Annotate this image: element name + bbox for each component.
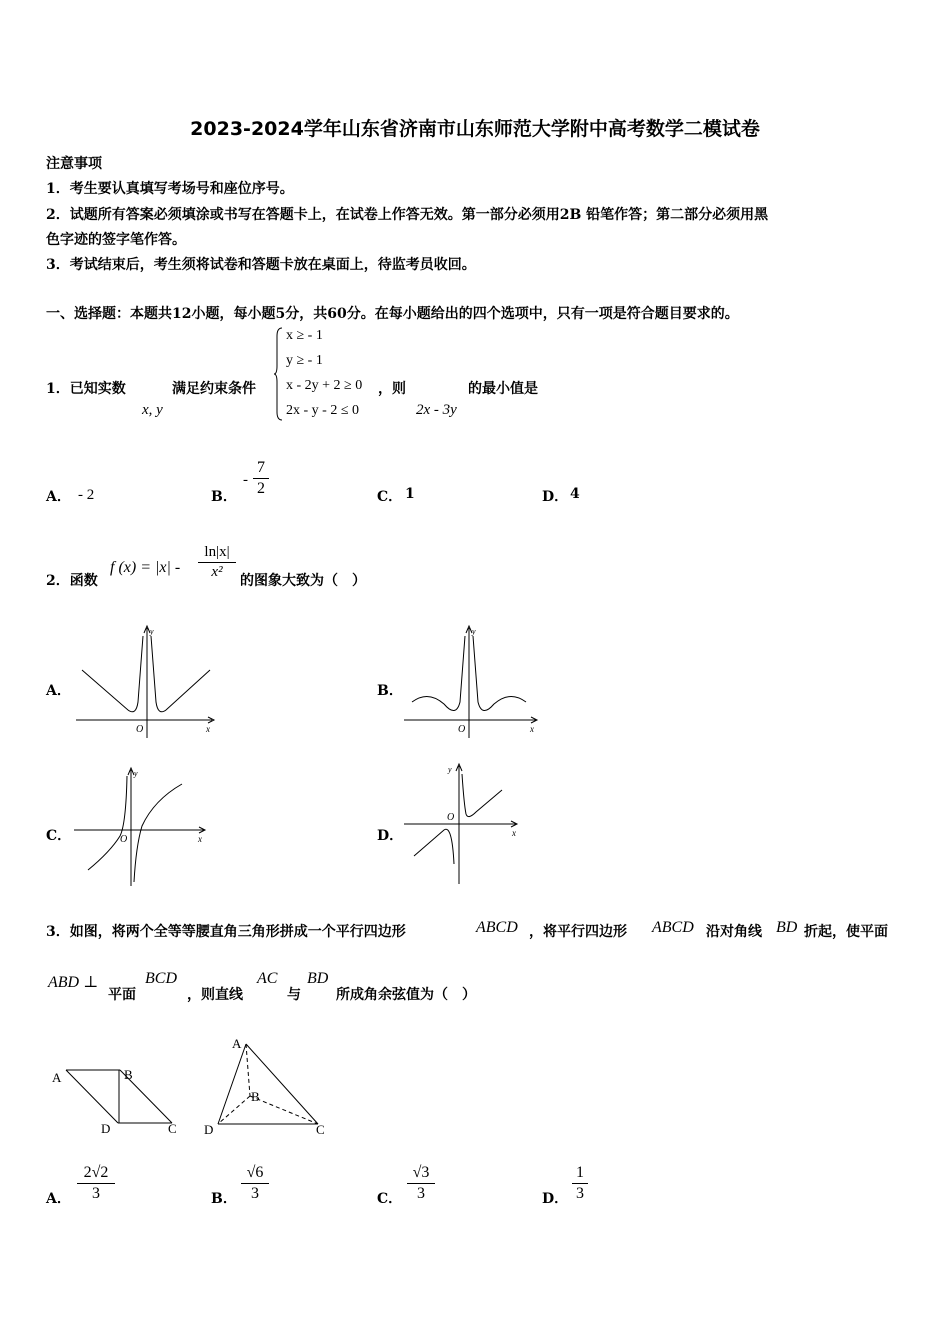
q2-graph-b[interactable] bbox=[400, 622, 550, 742]
q3-option-b-numerator: √6 bbox=[246, 1164, 264, 1181]
axis-y-label: y bbox=[448, 765, 452, 774]
q3-bcd: BCD bbox=[145, 970, 177, 987]
notice-heading: 注意事项 bbox=[46, 156, 102, 172]
q3-option-c-numerator: √3 bbox=[412, 1164, 430, 1181]
axis-x-label: x bbox=[530, 724, 534, 734]
fig2-label-d: D bbox=[204, 1122, 214, 1137]
q2-graph-a[interactable] bbox=[70, 622, 220, 742]
origin-label: O bbox=[120, 834, 128, 845]
q1-option-b-label[interactable]: B． bbox=[211, 489, 237, 505]
fig1-label-d: D bbox=[101, 1121, 111, 1136]
origin-label: O bbox=[447, 812, 455, 823]
q3-option-d-fraction bbox=[572, 1164, 588, 1204]
q3-text-1: 3．如图，将两个全等等腰直角三角形拼成一个平行四边形 bbox=[46, 924, 406, 940]
q3-option-b-denominator: 3 bbox=[251, 1185, 259, 1203]
q3-abcd-2: ABCD bbox=[652, 919, 694, 936]
q1-expression: 2x - 3y bbox=[416, 402, 457, 418]
q1-text-2: 满足约束条件 bbox=[172, 381, 256, 397]
q1-constraint-4: 2x - y - 2 ≤ 0 bbox=[286, 403, 360, 418]
q1-option-d-label[interactable]: D． bbox=[542, 489, 569, 505]
q1-text-4: 的最小值是 bbox=[468, 381, 538, 397]
q3-option-a-label[interactable]: A． bbox=[46, 1191, 71, 1207]
q3-abd-perp: ABD ⊥ bbox=[48, 974, 99, 991]
q3-text-6: ，则直线 bbox=[187, 987, 243, 1003]
q2-text-2: 的图象大致为（ ） bbox=[240, 573, 366, 589]
fig2-label-c: C bbox=[316, 1122, 325, 1137]
q3-text-7: 与 bbox=[287, 987, 301, 1003]
q3-option-c-label[interactable]: C． bbox=[377, 1191, 403, 1207]
q3-option-d-numerator: 1 bbox=[576, 1164, 584, 1181]
q1-constraint-3: x - 2y + 2 ≥ 0 bbox=[286, 378, 363, 393]
fig2-label-a: A bbox=[232, 1036, 242, 1051]
notice-item-3: 3．考试结束后，考生须将试卷和答题卡放在桌面上，待监考员收回。 bbox=[46, 257, 476, 273]
q1-vars: x, y bbox=[142, 402, 163, 418]
axis-x-label: x bbox=[206, 724, 210, 734]
q3-bd-2: BD bbox=[307, 970, 329, 987]
axis-y-label: y bbox=[134, 769, 138, 778]
q1-constraint-1: x ≥ - 1 bbox=[286, 328, 323, 343]
q2-formula-fraction bbox=[198, 544, 236, 582]
axis-x-label: x bbox=[512, 828, 516, 838]
q2-formula-left: f (x) = |x| - bbox=[110, 559, 181, 576]
q3-option-b-label[interactable]: B． bbox=[211, 1191, 237, 1207]
q1-option-c-value: 1 bbox=[405, 486, 415, 502]
q3-text-5: 平面 bbox=[108, 987, 136, 1003]
q3-option-c-fraction bbox=[407, 1164, 435, 1204]
q1-text-3: ，则 bbox=[378, 381, 406, 397]
q3-figure-tetrahedron bbox=[200, 1032, 335, 1140]
q1-option-b-denominator: 2 bbox=[257, 480, 265, 498]
q1-constraint-2: y ≥ - 1 bbox=[286, 353, 323, 368]
notice-item-2: 2．试题所有答案必须填涂或书写在答题卡上，在试卷上作答无效。第一部分必须用2B 铅笔作答；第二部分必须用黑 bbox=[46, 207, 769, 223]
axis-y-label: y bbox=[472, 627, 476, 636]
q1-option-a-value: - 2 bbox=[78, 487, 95, 503]
q2-option-a-label[interactable]: A． bbox=[46, 683, 71, 699]
q1-option-b-sign: - bbox=[243, 472, 248, 488]
notice-item-2-cont: 色字迹的签字笔作答。 bbox=[46, 232, 186, 248]
q3-option-c-denominator: 3 bbox=[417, 1185, 425, 1203]
q1-text-1: 1．已知实数 bbox=[46, 381, 126, 397]
q2-graph-d[interactable] bbox=[400, 760, 550, 890]
fig1-label-a: A bbox=[52, 1070, 62, 1085]
q1-option-b-numerator: 7 bbox=[257, 459, 265, 476]
fig1-label-c: C bbox=[168, 1121, 177, 1136]
q3-ac: AC bbox=[257, 970, 278, 987]
q2-formula-denominator: x² bbox=[211, 564, 223, 581]
axis-x-label: x bbox=[198, 834, 202, 844]
q3-option-d-label[interactable]: D． bbox=[542, 1191, 569, 1207]
q3-figure-parallelogram bbox=[46, 1060, 196, 1140]
q2-option-b-label[interactable]: B． bbox=[377, 683, 403, 699]
section-heading: 一、选择题：本题共12小题，每小题5分，共60分。在每小题给出的四个选项中，只有一项是符合题目要求的。 bbox=[46, 306, 739, 322]
fig1-label-b: B bbox=[124, 1067, 133, 1082]
q3-option-b-fraction bbox=[241, 1164, 269, 1204]
q1-option-b-fraction bbox=[253, 459, 269, 499]
q1-option-c-label[interactable]: C． bbox=[377, 489, 403, 505]
q3-option-a-numerator: 2√2 bbox=[83, 1164, 109, 1181]
q3-text-3: 沿对角线 bbox=[706, 924, 762, 940]
q2-formula-numerator: ln|x| bbox=[204, 544, 230, 560]
fig2-label-b: B bbox=[251, 1089, 260, 1104]
origin-label: O bbox=[458, 724, 466, 735]
q3-bd-1: BD bbox=[776, 919, 798, 936]
q1-option-d-value: 4 bbox=[570, 486, 580, 502]
q2-option-c-label[interactable]: C． bbox=[46, 828, 72, 844]
page-title: 2023-2024学年山东省济南市山东师范大学附中高考数学二模试卷 bbox=[190, 118, 760, 140]
q3-option-d-denominator: 3 bbox=[576, 1185, 584, 1203]
q2-text-1: 2．函数 bbox=[46, 573, 98, 589]
q3-abcd-1: ABCD bbox=[476, 919, 518, 936]
q3-text-8: 所成角余弦值为（ ） bbox=[336, 987, 476, 1003]
q3-text-4: 折起，使平面 bbox=[804, 924, 888, 940]
notice-item-1: 1．考生要认真填写考场号和座位序号。 bbox=[46, 181, 294, 197]
q1-brace bbox=[274, 326, 284, 422]
q2-graph-c[interactable] bbox=[70, 766, 220, 890]
q3-option-a-denominator: 3 bbox=[92, 1185, 100, 1203]
q3-option-a-fraction bbox=[77, 1164, 115, 1204]
q1-option-a-label[interactable]: A． bbox=[46, 489, 71, 505]
axis-y-label: y bbox=[150, 627, 154, 636]
origin-label: O bbox=[136, 724, 144, 735]
q2-option-d-label[interactable]: D． bbox=[377, 828, 404, 844]
q3-text-2: ，将平行四边形 bbox=[529, 924, 627, 940]
